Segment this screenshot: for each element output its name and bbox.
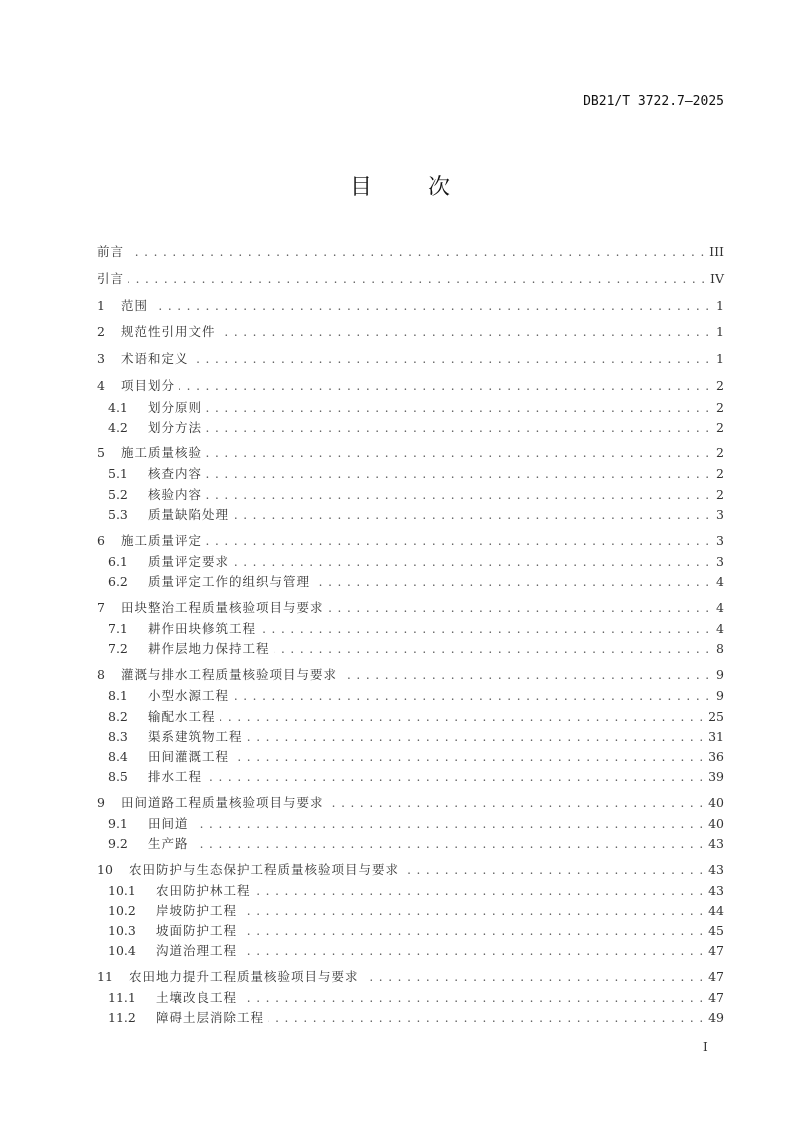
toc-entry-number: 2 <box>97 324 105 339</box>
toc-entry[interactable] <box>108 815 724 833</box>
dot-leader <box>206 399 710 417</box>
title-char-2: 次 <box>428 175 451 200</box>
toc-entry-number: 10.1 <box>108 883 136 898</box>
toc-entry-number: 8.3 <box>108 729 128 744</box>
toc-entry-page: 4 <box>716 574 724 589</box>
toc-entry-label: 渠系建筑物工程 <box>148 729 243 744</box>
toc-entry-number: 7 <box>97 600 105 615</box>
toc-entry-number: 8.5 <box>108 769 128 784</box>
toc-entry-number: 9.1 <box>108 816 128 831</box>
toc-entry-number: 4.1 <box>108 400 128 415</box>
toc-entry[interactable] <box>97 532 724 550</box>
toc-entry-number: 11 <box>97 969 113 984</box>
dot-leader <box>274 640 710 658</box>
toc-entry[interactable] <box>108 768 724 786</box>
toc-entry-number: 6.1 <box>108 554 128 569</box>
dot-leader <box>241 922 704 940</box>
toc-entry-label: 耕作田块修筑工程 <box>148 621 257 636</box>
toc-entry-label: 农田防护林工程 <box>156 883 251 898</box>
dot-leader <box>314 573 710 591</box>
toc-entry-number: 8.4 <box>108 749 128 764</box>
dot-leader <box>206 465 710 483</box>
toc-entry[interactable] <box>97 968 724 986</box>
toc-entry-label: 质量评定工作的组织与管理 <box>148 574 311 589</box>
title-char-1: 目 <box>349 175 372 200</box>
toc-entry-page: 25 <box>708 709 724 724</box>
toc-entry-page: 1 <box>716 351 724 366</box>
toc-entry-number: 10.4 <box>108 943 136 958</box>
toc-entry-page: 31 <box>708 729 724 744</box>
toc-entry-number: 1 <box>97 298 105 313</box>
toc-entry-number: 7.1 <box>108 621 128 636</box>
toc-entry-number: 3 <box>97 351 105 366</box>
dot-leader <box>179 377 710 395</box>
dot-leader <box>328 599 710 617</box>
toc-entry-page: 36 <box>708 749 724 764</box>
toc-entry-page: 2 <box>716 445 724 460</box>
dot-leader <box>206 768 704 786</box>
toc-entry[interactable] <box>108 465 724 483</box>
toc-entry-label: 田间灌溉工程 <box>148 749 230 764</box>
toc-entry-label: 坡面防护工程 <box>156 923 238 938</box>
toc-entry[interactable] <box>108 506 724 524</box>
dot-leader <box>193 815 705 833</box>
dot-leader <box>233 506 710 524</box>
toc-entry-label: 障碍土层消除工程 <box>156 1010 265 1025</box>
toc-entry-number: 8 <box>97 667 105 682</box>
page-number: I <box>703 1040 708 1054</box>
dot-leader <box>128 243 705 261</box>
toc-entry-label: 范围 <box>121 298 149 313</box>
toc-entry-label: 土壤改良工程 <box>156 990 238 1005</box>
toc-entry-page: 49 <box>708 1010 724 1025</box>
dot-leader <box>152 297 710 315</box>
toc-entry[interactable] <box>108 989 724 1007</box>
dot-leader <box>128 270 706 288</box>
dot-leader <box>206 532 710 550</box>
toc-entry-page: 2 <box>716 420 724 435</box>
toc-entry-label: 规范性引用文件 <box>121 324 216 339</box>
toc-entry-page: 2 <box>716 378 724 393</box>
toc-entry-page: 3 <box>716 554 724 569</box>
toc-entry-label: 生产路 <box>148 836 189 851</box>
toc-entry[interactable] <box>97 794 724 812</box>
toc-entry-number: 11.2 <box>108 1010 136 1025</box>
toc-entry-label: 质量评定要求 <box>148 554 230 569</box>
toc-entry-number: 9.2 <box>108 836 128 851</box>
dot-leader <box>193 835 705 853</box>
toc-entry-number: 5.3 <box>108 507 128 522</box>
toc-entry[interactable] <box>108 419 724 437</box>
toc-entry-label: 田间道 <box>148 816 189 831</box>
toc-entry-number: 10.3 <box>108 923 136 938</box>
toc-entry-label: 输配水工程 <box>148 709 216 724</box>
toc-entry[interactable] <box>108 620 724 638</box>
toc-entry[interactable] <box>97 323 724 341</box>
toc-entry-label: 耕作层地力保持工程 <box>148 641 270 656</box>
toc-entry-label: 质量缺陷处理 <box>148 507 230 522</box>
toc-entry-label: 核验内容 <box>148 487 203 502</box>
toc-entry-page: 9 <box>716 667 724 682</box>
dot-leader <box>233 748 704 766</box>
toc-entry-number: 9 <box>97 795 105 810</box>
toc-entry[interactable] <box>108 573 724 591</box>
toc-entry-label: 划分原则 <box>148 400 203 415</box>
toc-entry-page: 43 <box>708 883 724 898</box>
dot-leader <box>220 708 705 726</box>
toc-entry[interactable] <box>108 748 724 766</box>
toc-entry-label: 田间道路工程质量核验项目与要求 <box>121 795 324 810</box>
toc-entry-page: III <box>709 244 724 259</box>
toc-entry-page: 1 <box>716 324 724 339</box>
toc-entry-number: 11.1 <box>108 990 136 1005</box>
toc-entry-label: 灌溉与排水工程质量核验项目与要求 <box>121 667 338 682</box>
dot-leader <box>241 902 704 920</box>
toc-entry-page: 47 <box>708 943 724 958</box>
toc-entry[interactable] <box>108 902 724 920</box>
toc-entry[interactable] <box>108 835 724 853</box>
toc-entry[interactable] <box>108 640 724 658</box>
toc-entry-label: 项目划分 <box>121 378 176 393</box>
toc-entry-number: 4.2 <box>108 420 128 435</box>
toc-entry-page: 2 <box>716 487 724 502</box>
toc-entry-page: 4 <box>716 621 724 636</box>
toc-entry-page: 43 <box>708 862 724 877</box>
toc-entry-label: 农田防护与生态保护工程质量核验项目与要求 <box>129 862 400 877</box>
toc-entry-label: 排水工程 <box>148 769 203 784</box>
toc-entry-page: 8 <box>716 641 724 656</box>
toc-entry[interactable] <box>97 270 724 288</box>
toc-entry-label: 岸坡防护工程 <box>156 903 238 918</box>
toc-entry-number: 5.1 <box>108 466 128 481</box>
toc-entry[interactable] <box>97 599 724 617</box>
toc-entry[interactable] <box>97 377 724 395</box>
dot-leader <box>268 1009 704 1027</box>
toc-entry-number: 10 <box>97 862 113 877</box>
dot-leader <box>193 350 710 368</box>
toc-entry-number: 4 <box>97 378 105 393</box>
toc-entry-label: 术语和定义 <box>121 351 189 366</box>
toc-entry[interactable] <box>97 861 724 879</box>
toc-entry-label: 小型水源工程 <box>148 688 230 703</box>
toc-entry-page: 47 <box>708 990 724 1005</box>
toc-entry-page: 40 <box>708 795 724 810</box>
toc-entry-page: 1 <box>716 298 724 313</box>
toc-entry-page: 2 <box>716 400 724 415</box>
dot-leader <box>255 882 705 900</box>
toc-entry-page: 47 <box>708 969 724 984</box>
toc-entry[interactable] <box>108 486 724 504</box>
toc-entry[interactable] <box>108 708 724 726</box>
toc-entry-number: 5.2 <box>108 487 128 502</box>
toc-entry-label: 前言 <box>97 244 125 259</box>
toc-entry-page: 40 <box>708 816 724 831</box>
dot-leader <box>220 323 710 341</box>
dot-leader <box>260 620 710 638</box>
dot-leader <box>206 419 710 437</box>
toc-entry-number: 8.1 <box>108 688 128 703</box>
toc-entry-label: 核查内容 <box>148 466 203 481</box>
document-code: DB21/T 3722.7—2025 <box>583 94 724 109</box>
toc-entry[interactable] <box>97 444 724 462</box>
toc-entry-page: 4 <box>716 600 724 615</box>
toc-entry-number: 7.2 <box>108 641 128 656</box>
toc-entry-label: 引言 <box>97 271 125 286</box>
dot-leader <box>206 444 710 462</box>
toc-entry-label: 施工质量核验 <box>121 445 203 460</box>
page-title <box>0 170 800 201</box>
toc-entry-number: 10.2 <box>108 903 136 918</box>
toc-entry-page: 39 <box>708 769 724 784</box>
toc-entry[interactable] <box>108 882 724 900</box>
toc-entry-number: 8.2 <box>108 709 128 724</box>
toc-entry-number: 5 <box>97 445 105 460</box>
toc-entry-page: 45 <box>708 923 724 938</box>
toc-entry-number: 6 <box>97 533 105 548</box>
toc-entry[interactable] <box>108 728 724 746</box>
dot-leader <box>363 968 705 986</box>
dot-leader <box>233 687 710 705</box>
toc-entry-page: 9 <box>716 688 724 703</box>
toc-entry-page: 44 <box>708 903 724 918</box>
toc-entry-label: 农田地力提升工程质量核验项目与要求 <box>129 969 359 984</box>
toc-entry-label: 沟道治理工程 <box>156 943 238 958</box>
toc-entry-page: 43 <box>708 836 724 851</box>
toc-entry[interactable] <box>108 399 724 417</box>
toc-entry-page: IV <box>710 271 724 286</box>
toc-entry[interactable] <box>108 687 724 705</box>
dot-leader <box>403 861 704 879</box>
toc-entry[interactable] <box>108 553 724 571</box>
toc-entry-page: 2 <box>716 466 724 481</box>
toc-entry[interactable] <box>97 297 724 315</box>
dot-leader <box>206 486 710 504</box>
toc-entry[interactable] <box>97 243 724 261</box>
dot-leader <box>328 794 705 812</box>
dot-leader <box>241 942 704 960</box>
toc-entry-label: 田块整治工程质量核验项目与要求 <box>121 600 324 615</box>
toc-entry-label: 划分方法 <box>148 420 203 435</box>
toc-entry[interactable] <box>108 942 724 960</box>
toc-entry[interactable] <box>108 922 724 940</box>
toc-entry-page: 3 <box>716 533 724 548</box>
toc-entry[interactable] <box>108 1009 724 1027</box>
toc-entry-number: 6.2 <box>108 574 128 589</box>
dot-leader <box>341 666 710 684</box>
dot-leader <box>241 989 704 1007</box>
dot-leader <box>247 728 705 746</box>
dot-leader <box>233 553 710 571</box>
toc-entry-label: 施工质量评定 <box>121 533 203 548</box>
toc-entry[interactable] <box>97 350 724 368</box>
toc-entry[interactable] <box>97 666 724 684</box>
toc-entry-page: 3 <box>716 507 724 522</box>
